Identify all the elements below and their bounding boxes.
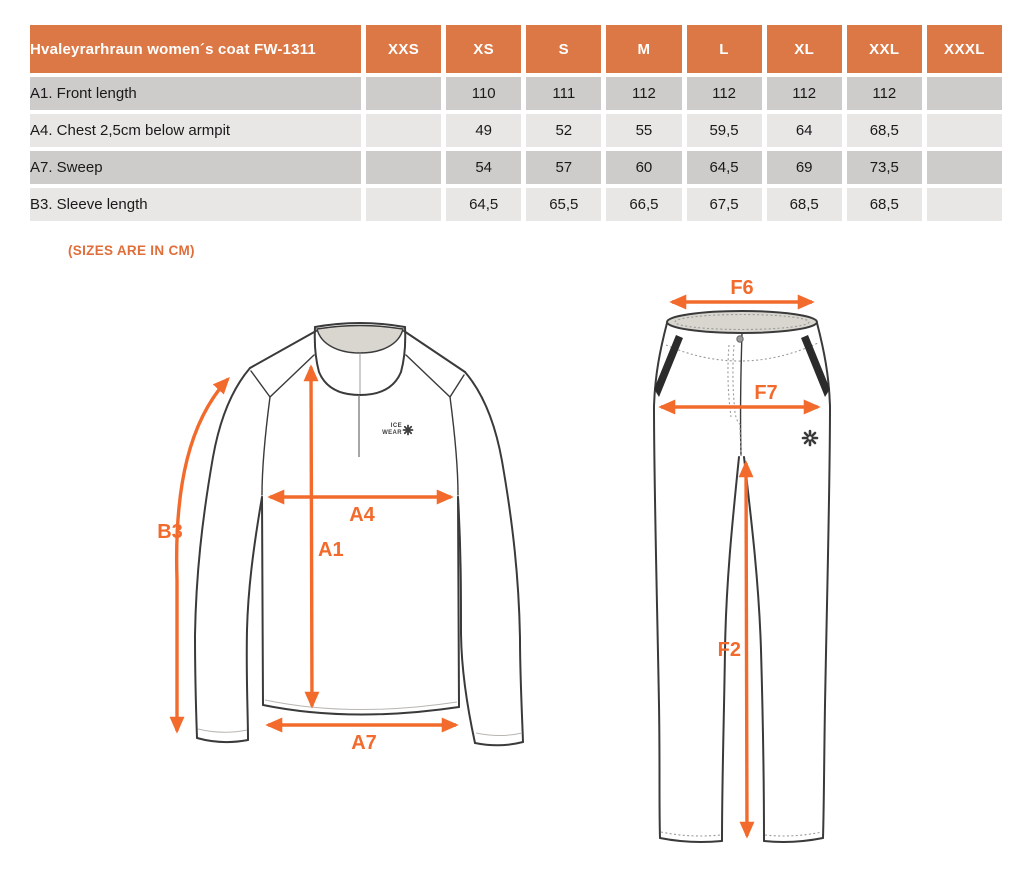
size-cell: [366, 77, 441, 110]
table-header-row: [30, 25, 1002, 73]
a1-label: A1: [318, 539, 344, 561]
jacket-outline: [195, 323, 523, 745]
table-row: [30, 77, 1002, 110]
pants-diagram: [630, 275, 850, 875]
size-cell: 111: [526, 77, 601, 110]
size-cell: [366, 188, 441, 221]
size-cell: 68,5: [847, 188, 922, 221]
size-cell: 64,5: [687, 151, 762, 184]
b3-arrow: [177, 379, 228, 731]
row-label: A7. Sweep: [30, 151, 361, 184]
size-cell: 69: [767, 151, 842, 184]
size-cell: 112: [687, 77, 762, 110]
brand-logo: [382, 423, 412, 436]
size-cell: 73,5: [847, 151, 922, 184]
product-title: Hvaleyrarhraun women´s coat FW-1311: [30, 25, 361, 73]
size-cell: 64: [767, 114, 842, 147]
size-header-m: M: [606, 25, 681, 73]
size-header-xs: XS: [446, 25, 521, 73]
logo-line1: ICE: [390, 423, 402, 429]
a1-arrow: [311, 367, 312, 706]
f7-label: F7: [754, 382, 778, 404]
size-cell: 55: [606, 114, 681, 147]
size-cell: [366, 114, 441, 147]
size-cell: 52: [526, 114, 601, 147]
snowflake-icon: [404, 426, 413, 435]
size-header-s: S: [526, 25, 601, 73]
row-label: A4. Chest 2,5cm below armpit: [30, 114, 361, 147]
table-row: [30, 188, 1002, 221]
f6-label: F6: [730, 277, 754, 299]
size-cell: 67,5: [687, 188, 762, 221]
size-cell: [927, 151, 1002, 184]
logo-line2: WEAR: [382, 430, 402, 436]
size-header-xxxl: XXXL: [927, 25, 1002, 73]
size-header-xxs: XXS: [366, 25, 441, 73]
size-cell: 66,5: [606, 188, 681, 221]
size-cell: 68,5: [847, 114, 922, 147]
row-label: A1. Front length: [30, 77, 361, 110]
pants-outline: [654, 311, 830, 842]
table-row: [30, 151, 1002, 184]
size-cell: 112: [847, 77, 922, 110]
jacket-diagram: [140, 295, 560, 790]
size-cell: 60: [606, 151, 681, 184]
size-header-xxl: XXL: [847, 25, 922, 73]
f2-arrow: [746, 463, 747, 836]
size-cell: 49: [446, 114, 521, 147]
size-cell: 59,5: [687, 114, 762, 147]
a7-label: A7: [351, 732, 377, 754]
size-header-l: L: [687, 25, 762, 73]
size-cell: [366, 151, 441, 184]
size-cell: 68,5: [767, 188, 842, 221]
size-table: [25, 21, 1007, 225]
size-cell: 110: [446, 77, 521, 110]
size-cell: 64,5: [446, 188, 521, 221]
snowflake-icon: [803, 431, 817, 445]
table-row: [30, 114, 1002, 147]
b3-label: B3: [157, 521, 183, 543]
size-cell: [927, 188, 1002, 221]
size-cell: 54: [446, 151, 521, 184]
size-cell: 65,5: [526, 188, 601, 221]
size-chart-note: (SIZES ARE IN CM): [68, 243, 195, 258]
size-header-xl: XL: [767, 25, 842, 73]
a4-label: A4: [349, 504, 375, 526]
size-cell: 112: [767, 77, 842, 110]
row-label: B3. Sleeve length: [30, 188, 361, 221]
jacket-measurements: [157, 367, 456, 754]
f2-label: F2: [717, 639, 741, 661]
size-cell: 112: [606, 77, 681, 110]
size-cell: [927, 77, 1002, 110]
size-cell: [927, 114, 1002, 147]
waist-button: [737, 336, 743, 342]
size-cell: 57: [526, 151, 601, 184]
